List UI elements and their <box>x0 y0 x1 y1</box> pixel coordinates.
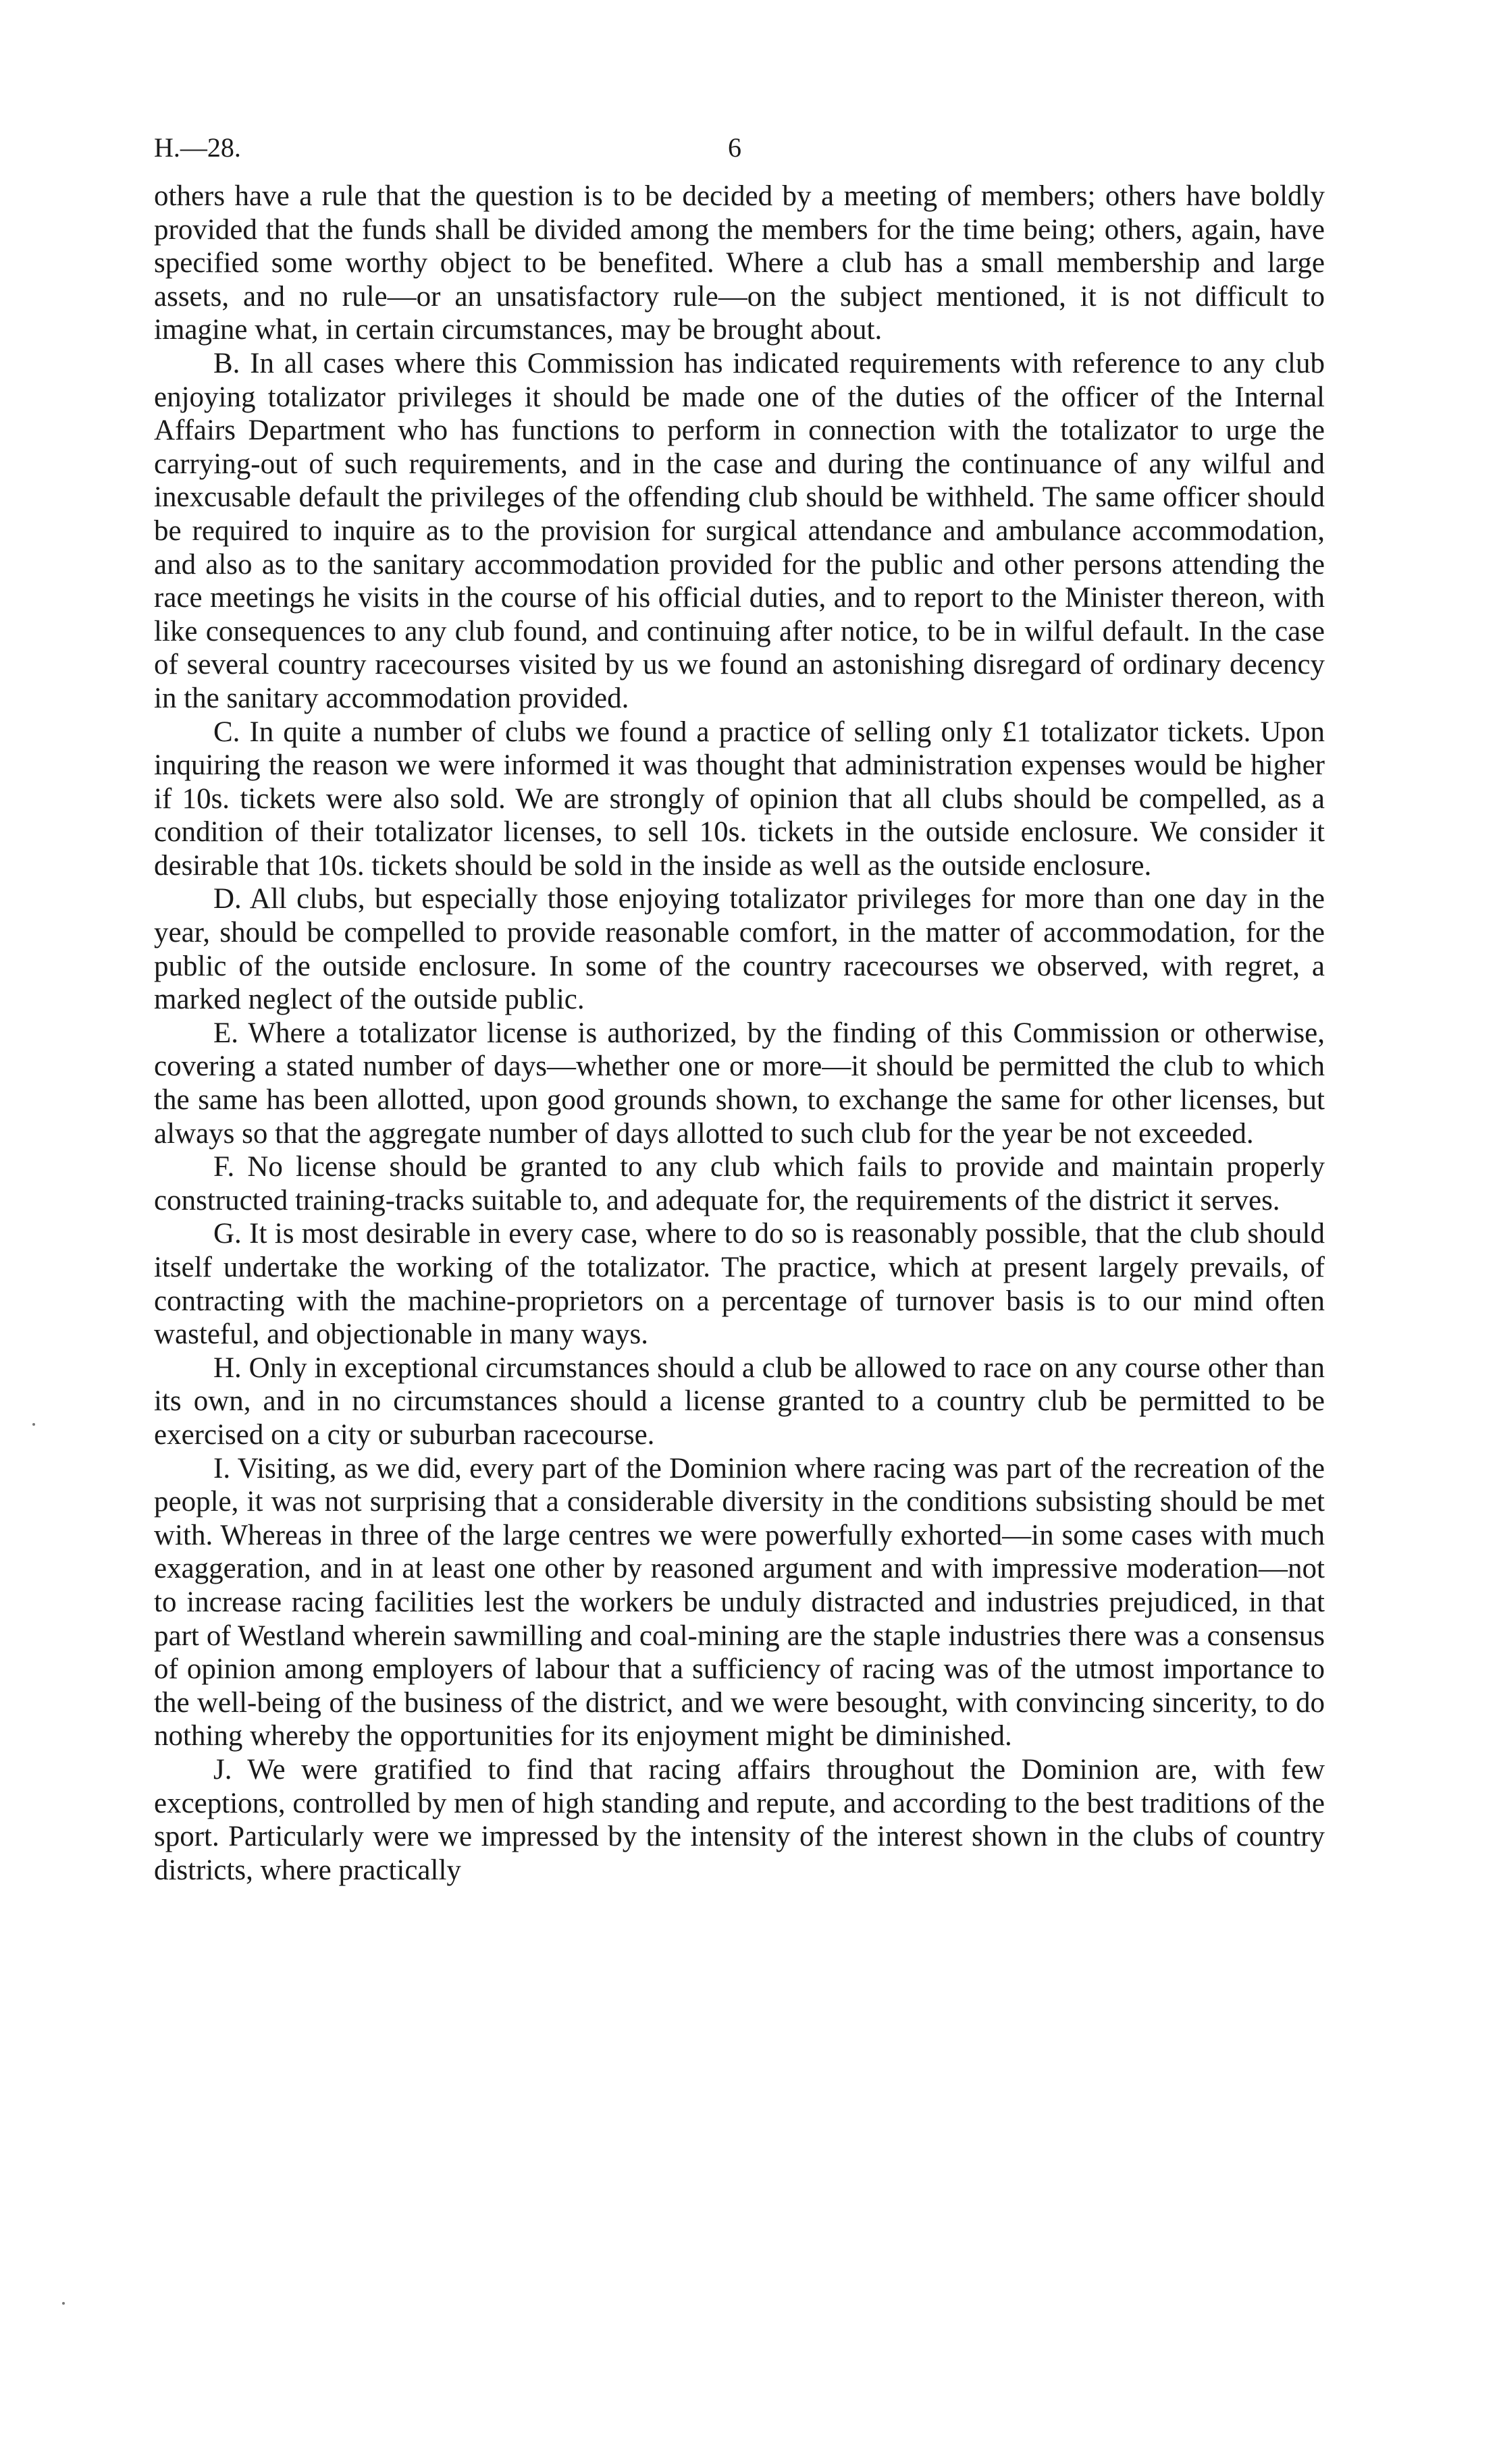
page-header <box>154 128 1325 167</box>
body-text <box>154 180 1325 1887</box>
paragraph-d: D. All clubs, but especially those enjoying totalizator privileges for more than one day in the year, should be compelled to provide reasonable comfort, in the matter of accommodation, for the public of the outside enclosure. In some of the country racecourses we observed, with regret, a marked neglect of the outside public. <box>154 883 1325 1016</box>
paragraph-b: B. In all cases where this Commission has indicated requirements with reference to any club enjoying totalizator privileges it should be made one of the duties of the officer of the Internal Affairs Department who has functions to perform in connection with the totalizator to urge the carrying-out of such requirements, and in the case and during the continuance of any wilful and inexcusable default the privileges of the offending club should be withheld. The same officer should be required to inquire as to the provision for surgical attendance and ambulance accommodation, and also as to the sanitary accommodation provided for the public and other persons attending the race meetings he visits in the course of his official duties, and to report to the Minister thereon, with like consequences to any club found, and continuing after notice, to be in wilful default. In the case of several country racecourses visited by us we found an astonishing disregard of ordinary decency in the sanitary accommodation provided. <box>154 347 1325 714</box>
paragraph-f: F. No license should be granted to any club which fails to provide and maintain properly constructed training-tracks suitable to, and adequate for, the requirements of the district it serves. <box>154 1151 1325 1216</box>
paragraph-j: J. We were gratified to find that racing affairs throughout the Dominion are, with few exceptions, controlled by men of high standing and repute, and according to the best traditions of the sport. Particularly were we impressed by the intensity of the interest shown in the clubs of country districts, where practically <box>154 1753 1325 1886</box>
paragraph-continuation: others have a rule that the question is to be decided by a meeting of members; others have boldly provided that the funds shall be divided among the members for the time being; others, again, have specified some worthy object to be benefited. Where a club has a small membership and large assets, and no rule—or an unsatisfactory rule—on the subject mentioned, it is not difficult to imagine what, in certain circumstances, may be brought about. <box>154 180 1325 346</box>
paragraph-c: C. In quite a number of clubs we found a practice of selling only £1 totalizator tickets. Upon inquiring the reason we were informed it was thought that administration expenses would be higher if 10s. tickets were also sold. We are strongly of opinion that all clubs should be compelled, as a condition of their totalizator licenses, to sell 10s. tickets in the outside enclosure. We consider it desirable that 10s. tickets should be sold in the inside as well as the outside enclosure. <box>154 716 1325 882</box>
paragraph-g: G. It is most desirable in every case, where to do so is reasonably possible, that the club should itself undertake the working of the totalizator. The practice, which at present largely prevails, of contracting with the machine-proprietors on a percentage of turnover basis is to our mind often wasteful, and objectionable in many ways. <box>154 1218 1325 1351</box>
document-reference: H.—28. <box>154 132 241 163</box>
document-page <box>154 128 1325 1887</box>
scan-speck <box>62 2302 65 2305</box>
page-number: 6 <box>728 132 741 163</box>
paragraph-h: H. Only in exceptional circumstances should a club be allowed to race on any course other than its own, and in no circumstances should a license granted to a country club be permitted to be exercised on a city or suburban racecourse. <box>154 1351 1325 1451</box>
scan-speck <box>32 1423 35 1426</box>
paragraph-i: I. Visiting, as we did, every part of the Dominion where racing was part of the recreation of the people, it was not surprising that a considerable diversity in the conditions subsisting should be met with. Whereas in three of the large centres we were powerfully exhorted—in some cases with much exaggeration, and in at least one other by reasoned argument and with impressive moderation—not to increase racing facilities lest the workers be unduly distracted and industries prejudiced, in that part of Westland wherein sawmilling and coal-mining are the staple industries there was a consensus of opinion among employers of labour that a sufficiency of racing was of the utmost importance to the well-being of the business of the district, and we were besought, with convincing sincerity, to do nothing whereby the opportunities for its enjoyment might be diminished. <box>154 1452 1325 1752</box>
paragraph-e: E. Where a totalizator license is authorized, by the finding of this Commission or otherwise, covering a stated number of days—whether one or more—it should be permitted the club to which the same has been allotted, upon good grounds shown, to exchange the same for other licenses, but always so that the aggregate number of days allotted to such club for the year be not exceeded. <box>154 1017 1325 1150</box>
